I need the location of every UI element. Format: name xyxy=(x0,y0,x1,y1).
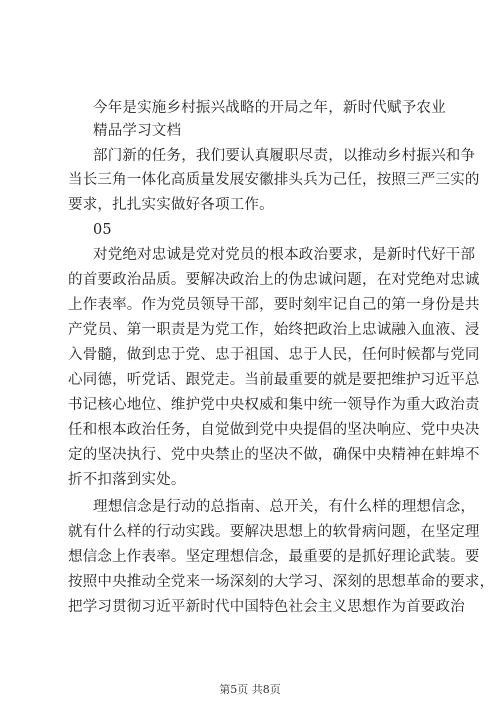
text-line: 上作表率。作为党员领导干部，要时刻牢记自己的第一身份是共 xyxy=(68,297,480,313)
text-line: 理想信念是行动的总指南、总开关，有什么样的理想信念， xyxy=(93,499,476,515)
text-line: 书记核心地位、维护党中央权威和集中统一领导作为重大政治责 xyxy=(68,397,480,413)
text-line: 任和根本政治任务，自觉做到党中央提倡的坚决响应、党中央决 xyxy=(68,422,480,438)
text-line: 产党员、第一职责是为党工作，始终把政治上忠诚融入血液、浸 xyxy=(68,322,480,338)
text-line: 就有什么样的行动实践。要解决思想上的软骨病问题，在坚定理 xyxy=(68,524,480,540)
text-line: 对党绝对忠诚是党对党员的根本政治要求，是新时代好干部 xyxy=(93,247,476,263)
text-line: 入骨髓，做到忠于党、忠于祖国、忠于人民，任何时候都与党同 xyxy=(68,347,480,363)
text-line: 当长三角一体化高质量发展安徽排头兵为己任，按照三严三实的 xyxy=(68,172,480,188)
text-line: 要求，扎扎实实做好各项工作。 xyxy=(68,197,274,213)
text-line: 把学习贯彻习近平新时代中国特色社会主义思想作为首要政治 xyxy=(68,599,465,615)
section-number: 05 xyxy=(93,222,112,238)
text-line: 折不扣落到实处。 xyxy=(68,472,186,488)
page-footer: 第5页 共8页 xyxy=(219,683,281,696)
text-line: 按照中央推动全党来一场深刻的大学习、深刻的思想革命的要求， xyxy=(68,574,495,590)
text-line: 的首要政治品质。要解决政治上的伪忠诚问题，在对党绝对忠诚 xyxy=(68,272,480,288)
text-line: 定的坚决执行、党中央禁止的坚决不做，确保中央精神在蚌埠不 xyxy=(68,447,480,463)
text-line: 部门新的任务，我们要认真履职尽责，以推动乡村振兴和争 xyxy=(93,148,476,164)
text-line: 今年是实施乡村振兴战略的开局之年，新时代赋予农业 xyxy=(93,100,446,116)
text-line: 想信念上作表率。坚定理想信念，最重要的是抓好理论武装。要 xyxy=(68,549,480,565)
watermark-text: 精品学习文档 xyxy=(93,123,182,139)
text-line: 心同德，听党话、跟党走。当前最重要的就是要把维护习近平总 xyxy=(68,372,480,388)
